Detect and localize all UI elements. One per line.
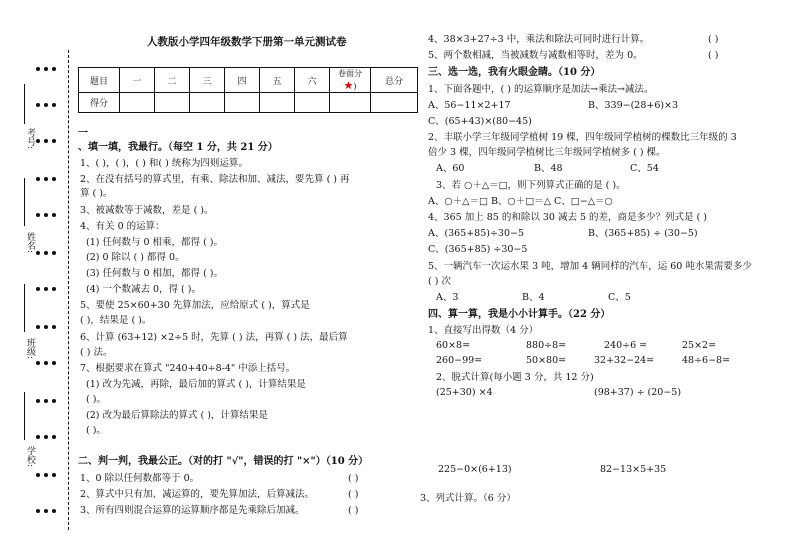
calc-2-a: (25+30) ×4 xyxy=(436,387,493,398)
section-3-heading: 三、选一选，我有火眼金睛。（10 分） xyxy=(428,67,601,78)
choice-5-c: C、5 xyxy=(608,292,631,303)
score-cell[interactable] xyxy=(371,93,418,113)
choice-3-options: A、○＋△＝□ B、○＋□＝△ C、□−△＝○ xyxy=(428,196,613,207)
question-5b: ( )，结果是 ( )。 xyxy=(80,315,152,326)
choice-2-b: B、48 xyxy=(534,163,563,174)
question-6a: 6、计算 (63+12) ×2÷5 时，先算 ( ) 法，再算 ( ) 法，最后算 xyxy=(80,332,348,343)
score-col-header: 题目 xyxy=(79,68,120,93)
exam-no-label: 考号: xyxy=(25,128,35,150)
question-7: 7、根据要求在算式 "240+40÷8-4" 中添上括号。 xyxy=(80,363,296,374)
question-4-4: (4) 一个数减去 0，得 ( )。 xyxy=(86,284,201,295)
score-table xyxy=(78,67,418,113)
score-cell[interactable] xyxy=(225,93,260,113)
binding-dots xyxy=(36,388,60,407)
question-4-2: (2) 0 除以 ( ) 都得 0。 xyxy=(86,252,185,263)
score-row-label: 得分 xyxy=(79,93,120,113)
paper-score-label: 卷面分 xyxy=(338,69,362,78)
judge-1: 1、0 除以任何数都等于 0。 xyxy=(80,473,200,484)
judge-2: 2、算式中只有加、减运算的，要先算加法，后算减法。 xyxy=(80,489,315,500)
name-label: 姓名: xyxy=(25,232,35,254)
binding-dots xyxy=(36,128,60,147)
judge-5-answer[interactable]: ( ) xyxy=(708,50,719,61)
judge-5: 5、两个数相减，当被减数与减数相等时，差为 0。 xyxy=(428,50,643,61)
choice-1-c: C、(65+43)×(80−45) xyxy=(428,116,532,127)
binding-dots xyxy=(36,314,60,333)
score-col-header: 卷面分 ★) xyxy=(330,68,371,93)
score-table-header-row xyxy=(79,68,418,93)
calc-item: 880÷8= xyxy=(526,340,567,351)
choice-4-c: C、(365+85) ÷30−5 xyxy=(428,244,528,255)
binding-dots xyxy=(36,498,60,517)
binding-dots xyxy=(36,202,60,221)
score-col-header: 六 xyxy=(295,68,330,93)
choice-5b: ( ) 次 xyxy=(428,276,451,287)
question-7-1a: (1) 改为先减，再除，最后加的算式 ( )，计算结果是 xyxy=(86,379,306,390)
calc-3-heading: 3、列式计算。（6 分） xyxy=(420,493,516,504)
school-line[interactable] xyxy=(24,392,26,440)
score-cell[interactable] xyxy=(155,93,190,113)
choice-4: 4、365 加上 85 的和除以 30 减去 5 的差，商是多少？列式是 ( ) xyxy=(428,212,707,223)
judge-2-answer[interactable]: ( ) xyxy=(348,489,359,500)
calc-1-heading: 1、直接写出得数（4 分） xyxy=(428,325,539,336)
choice-4-b: B、(365+85) ÷ (30−5) xyxy=(588,228,698,239)
calc-2-b: (98+37) ÷ (20−5) xyxy=(594,387,682,398)
calc-2-heading: 2、脱式计算(每小题 3 分，共 12 分) xyxy=(436,372,594,383)
page-title: 人教版小学四年级数学下册第一单元测试卷 xyxy=(147,36,347,48)
score-cell[interactable] xyxy=(120,93,155,113)
calc-2-d: 82−13×5+35 xyxy=(600,464,667,475)
choice-2-c: C、54 xyxy=(630,163,659,174)
school-label: 学校: xyxy=(25,446,35,468)
score-col-header: 五 xyxy=(260,68,295,93)
section-1-heading: 、填一填，我最行。（每空 1 分，共 21 分） xyxy=(78,142,278,153)
question-4-3: (3) 任何数与 0 相加，都得 ( )。 xyxy=(86,268,224,279)
binding-dots xyxy=(36,240,60,259)
choice-1-a: A、56−11×2+17 xyxy=(428,100,511,111)
name-line[interactable] xyxy=(24,178,26,226)
question-3: 3、被减数等于减数，差是 ( )。 xyxy=(80,205,214,216)
score-col-header: 一 xyxy=(120,68,155,93)
question-1: 1、( )，( )，( ) 和( ) 统称为四则运算。 xyxy=(80,158,248,169)
binding-dots xyxy=(36,350,60,369)
judge-4-answer[interactable]: ( ) xyxy=(708,34,719,45)
calc-item: 32+32−24= xyxy=(594,355,655,366)
choice-2a: 2、丰联小学三年级同学植树 19 棵，四年级同学植树的棵数比三年级的 3 xyxy=(428,132,737,143)
score-cell[interactable] xyxy=(295,93,330,113)
question-5a: 5、要使 25×60+30 先算加法，应给原式 ( )，算式是 xyxy=(80,300,310,311)
score-cell[interactable] xyxy=(260,93,295,113)
question-2a: 2、在没有括号的算式里，有乘、除法和加、减法，要先算 ( ) 再 xyxy=(80,174,350,185)
binding-dots xyxy=(36,166,60,185)
binding-dots xyxy=(36,424,60,443)
score-cell[interactable] xyxy=(190,93,225,113)
judge-3: 3、所有四则混合运算的运算顺序都是先乘除后加减。 xyxy=(80,505,305,516)
question-4: 4、有关 0 的运算： xyxy=(80,221,165,232)
binding-dots xyxy=(36,92,60,111)
star-icon: ★ xyxy=(343,79,354,92)
binding-dots xyxy=(36,276,60,295)
binding-line xyxy=(68,50,69,530)
question-7-2a: (2) 改为最后算除法的算式 ( )，计算结果是 xyxy=(86,410,268,421)
judge-1-answer[interactable]: ( ) xyxy=(348,473,359,484)
section-mark: 一 xyxy=(78,128,88,139)
question-4-1: (1) 任何数与 0 相乘，都得 ( )。 xyxy=(86,237,224,248)
binding-dots xyxy=(36,56,60,75)
binding-dots xyxy=(36,462,60,481)
class-label: 班级: xyxy=(25,338,35,360)
choice-1-b: B、339−(28+6)×3 xyxy=(588,100,679,111)
judge-4: 4、38×3+27÷3 中，乘法和除法可同时进行计算。 xyxy=(428,34,650,45)
score-cell[interactable] xyxy=(330,93,371,113)
calc-item: 25×2= xyxy=(682,340,717,351)
choice-4-a: A、(365+85)÷30−5 xyxy=(428,228,525,239)
score-col-header: 四 xyxy=(225,68,260,93)
class-line[interactable] xyxy=(24,284,26,332)
calc-item: 60×8= xyxy=(436,340,471,351)
exam-no-line[interactable] xyxy=(24,84,26,124)
score-col-header: 二 xyxy=(155,68,190,93)
calc-item: 240÷6 = xyxy=(604,340,648,351)
choice-5-b: B、4 xyxy=(522,292,545,303)
choice-5a: 5、一辆汽车一次运水果 3 吨，增加 4 辆同样的汽车，运 60 吨水果需要多少 xyxy=(428,261,752,272)
question-2b: 算 ( )。 xyxy=(80,188,113,199)
calc-item: 50×80= xyxy=(526,355,567,366)
judge-3-answer[interactable]: ( ) xyxy=(348,505,359,516)
calc-item: 260−99= xyxy=(436,355,483,366)
question-6b: ( ) 法。 xyxy=(80,347,113,358)
question-7-2b: ( )。 xyxy=(86,425,106,436)
score-col-header: 三 xyxy=(190,68,225,93)
choice-2b: 倍少 3 棵，四年级同学植树比三年级同学植树多 ( ) 棵。 xyxy=(428,147,666,158)
score-table-score-row xyxy=(79,93,418,113)
choice-2-a: A、60 xyxy=(436,163,465,174)
choice-1: 1、下面各题中，( ) 的运算顺序是加法→乘法→减法。 xyxy=(428,84,654,95)
section-2-heading: 二、判一判，我最公正。（对的打 "√"，错误的打 "×"）（10 分） xyxy=(78,456,369,467)
calc-2-c: 225−0×(6+13) xyxy=(438,464,512,475)
question-7-1b: ( )。 xyxy=(86,394,106,405)
calc-item: 48÷6−8= xyxy=(682,355,731,366)
score-col-header: 总分 xyxy=(371,68,418,93)
choice-3: 3、若 ○＋△＝□，则下列算式正确的是 ( )。 xyxy=(436,180,626,191)
section-4-heading: 四、算一算，我是小小计算手。（22 分） xyxy=(428,309,611,320)
choice-5-a: A、3 xyxy=(436,292,459,303)
